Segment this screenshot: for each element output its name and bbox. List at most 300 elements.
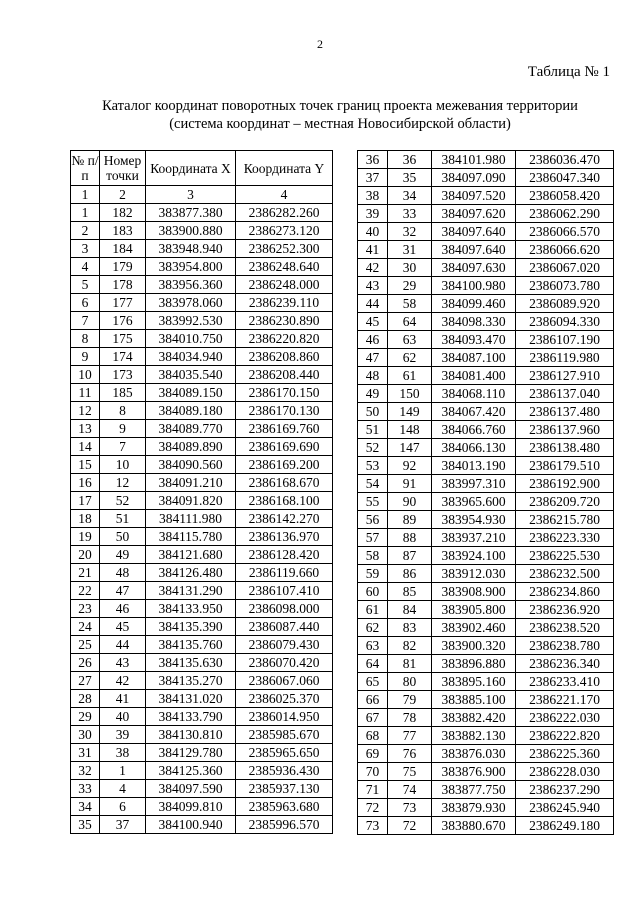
row-number-cell: 4	[71, 258, 100, 276]
coord-x-cell: 384097.590	[146, 780, 236, 798]
point-number-cell: 40	[100, 708, 146, 726]
row-number-cell: 15	[71, 456, 100, 474]
row-number-cell: 43	[358, 277, 388, 295]
row-number-cell: 33	[71, 780, 100, 798]
coord-y-cell: 2386248.000	[236, 276, 333, 294]
coord-x-cell: 383876.900	[432, 763, 516, 781]
coord-y-cell: 2386208.440	[236, 366, 333, 384]
point-number-cell: 150	[388, 385, 432, 403]
coord-y-cell: 2386107.190	[516, 331, 614, 349]
coord-x-cell: 384034.940	[146, 348, 236, 366]
point-number-cell: 177	[100, 294, 146, 312]
coord-y-cell: 2386233.410	[516, 673, 614, 691]
point-number-cell: 45	[100, 618, 146, 636]
row-number-cell: 40	[358, 223, 388, 241]
coord-y-cell: 2386273.120	[236, 222, 333, 240]
row-number-cell: 59	[358, 565, 388, 583]
point-number-cell: 88	[388, 529, 432, 547]
point-number-cell: 78	[388, 709, 432, 727]
coord-x-cell: 384089.890	[146, 438, 236, 456]
coord-y-cell: 2386234.860	[516, 583, 614, 601]
table-row	[358, 673, 614, 691]
coord-y-cell: 2386142.270	[236, 510, 333, 528]
table-row	[358, 169, 614, 187]
coord-x-cell: 384131.020	[146, 690, 236, 708]
table-row	[71, 402, 333, 420]
table-row	[71, 438, 333, 456]
row-number-cell: 57	[358, 529, 388, 547]
row-number-cell: 3	[71, 240, 100, 258]
table-row	[358, 637, 614, 655]
point-number-cell: 176	[100, 312, 146, 330]
coord-x-cell: 384111.980	[146, 510, 236, 528]
point-number-cell: 7	[100, 438, 146, 456]
coord-y-cell: 2386223.330	[516, 529, 614, 547]
row-number-cell: 13	[71, 420, 100, 438]
point-number-cell: 52	[100, 492, 146, 510]
coord-x-cell: 384115.780	[146, 528, 236, 546]
coord-x-cell: 383956.360	[146, 276, 236, 294]
table-row	[71, 582, 333, 600]
table-row	[358, 691, 614, 709]
coord-x-cell: 384013.190	[432, 457, 516, 475]
row-number-cell: 17	[71, 492, 100, 510]
coord-y-cell: 2386230.890	[236, 312, 333, 330]
coord-y-cell: 2386067.020	[516, 259, 614, 277]
coord-x-cell: 383885.100	[432, 691, 516, 709]
table-row	[358, 331, 614, 349]
point-number-cell: 173	[100, 366, 146, 384]
coord-y-cell: 2385996.570	[236, 816, 333, 834]
table-row	[358, 295, 614, 313]
coord-y-cell: 2386087.440	[236, 618, 333, 636]
point-number-cell: 41	[100, 690, 146, 708]
row-number-cell: 56	[358, 511, 388, 529]
coord-y-cell: 2386136.970	[236, 528, 333, 546]
row-number-cell: 1	[71, 204, 100, 222]
header-cell: Координата Y	[236, 151, 333, 186]
row-number-cell: 18	[71, 510, 100, 528]
table-row	[71, 690, 333, 708]
header-number-cell: 3	[146, 186, 236, 204]
point-number-cell: 39	[100, 726, 146, 744]
row-number-cell: 69	[358, 745, 388, 763]
point-number-cell: 37	[100, 816, 146, 834]
row-number-cell: 62	[358, 619, 388, 637]
row-number-cell: 16	[71, 474, 100, 492]
coord-y-cell: 2385936.430	[236, 762, 333, 780]
table-row	[358, 727, 614, 745]
row-number-cell: 5	[71, 276, 100, 294]
coord-x-cell: 384129.780	[146, 744, 236, 762]
coord-y-cell: 2386168.100	[236, 492, 333, 510]
coord-y-cell: 2386094.330	[516, 313, 614, 331]
coord-x-cell: 384091.210	[146, 474, 236, 492]
point-number-cell: 89	[388, 511, 432, 529]
table-row	[358, 403, 614, 421]
row-number-cell: 61	[358, 601, 388, 619]
row-number-cell: 71	[358, 781, 388, 799]
coord-x-cell: 384135.390	[146, 618, 236, 636]
document-title	[40, 97, 640, 133]
coord-x-cell: 384101.980	[432, 151, 516, 169]
coord-y-cell: 2386137.040	[516, 385, 614, 403]
coord-y-cell: 2386168.670	[236, 474, 333, 492]
table-row	[71, 366, 333, 384]
coord-y-cell: 2386282.260	[236, 204, 333, 222]
row-number-cell: 19	[71, 528, 100, 546]
coord-x-cell: 384081.400	[432, 367, 516, 385]
row-number-cell: 41	[358, 241, 388, 259]
table-row	[358, 601, 614, 619]
row-number-cell: 22	[71, 582, 100, 600]
table-row	[71, 312, 333, 330]
table-row	[358, 313, 614, 331]
point-number-cell: 75	[388, 763, 432, 781]
table-row	[358, 511, 614, 529]
row-number-cell: 42	[358, 259, 388, 277]
coord-y-cell: 2386222.030	[516, 709, 614, 727]
point-number-cell: 183	[100, 222, 146, 240]
coord-x-cell: 383912.030	[432, 565, 516, 583]
table-row	[71, 204, 333, 222]
point-number-cell: 77	[388, 727, 432, 745]
coord-x-cell: 384133.950	[146, 600, 236, 618]
coord-x-cell: 384090.560	[146, 456, 236, 474]
coord-x-cell: 384099.460	[432, 295, 516, 313]
table-row	[358, 547, 614, 565]
coord-x-cell: 384131.290	[146, 582, 236, 600]
table-row	[358, 817, 614, 835]
row-number-cell: 32	[71, 762, 100, 780]
point-number-cell: 10	[100, 456, 146, 474]
point-number-cell: 83	[388, 619, 432, 637]
point-number-cell: 76	[388, 745, 432, 763]
coord-y-cell: 2386119.980	[516, 349, 614, 367]
table-row	[358, 493, 614, 511]
table-row	[358, 565, 614, 583]
table-row	[71, 798, 333, 816]
row-number-cell: 28	[71, 690, 100, 708]
coord-x-cell: 384133.790	[146, 708, 236, 726]
row-number-cell: 37	[358, 169, 388, 187]
row-number-cell: 68	[358, 727, 388, 745]
coord-x-cell: 384089.770	[146, 420, 236, 438]
table-row	[358, 385, 614, 403]
coord-x-cell: 383908.900	[432, 583, 516, 601]
row-number-cell: 52	[358, 439, 388, 457]
point-number-cell: 64	[388, 313, 432, 331]
row-number-cell: 27	[71, 672, 100, 690]
point-number-cell: 179	[100, 258, 146, 276]
coord-y-cell: 2386209.720	[516, 493, 614, 511]
coordinates-table-left	[70, 150, 333, 834]
title-line-2: (система координат – местная Новосибирской области)	[169, 116, 511, 132]
coord-y-cell: 2386237.290	[516, 781, 614, 799]
coord-x-cell: 383900.320	[432, 637, 516, 655]
row-number-cell: 44	[358, 295, 388, 313]
row-number-cell: 66	[358, 691, 388, 709]
table-row	[71, 294, 333, 312]
row-number-cell: 64	[358, 655, 388, 673]
coord-y-cell: 2386170.150	[236, 384, 333, 402]
point-number-cell: 80	[388, 673, 432, 691]
coord-y-cell: 2386238.520	[516, 619, 614, 637]
coord-y-cell: 2385985.670	[236, 726, 333, 744]
coord-x-cell: 383948.940	[146, 240, 236, 258]
coord-x-cell: 384068.110	[432, 385, 516, 403]
coord-y-cell: 2386169.760	[236, 420, 333, 438]
coord-x-cell: 383876.030	[432, 745, 516, 763]
point-number-cell: 63	[388, 331, 432, 349]
point-number-cell: 9	[100, 420, 146, 438]
coord-y-cell: 2386066.570	[516, 223, 614, 241]
point-number-cell: 30	[388, 259, 432, 277]
point-number-cell: 175	[100, 330, 146, 348]
coord-x-cell: 384097.620	[432, 205, 516, 223]
row-number-cell: 63	[358, 637, 388, 655]
point-number-cell: 44	[100, 636, 146, 654]
coord-x-cell: 384135.630	[146, 654, 236, 672]
table-row	[71, 600, 333, 618]
coord-x-cell: 384100.940	[146, 816, 236, 834]
table-row	[71, 816, 333, 834]
coord-x-cell: 383924.100	[432, 547, 516, 565]
row-number-cell: 10	[71, 366, 100, 384]
row-number-cell: 53	[358, 457, 388, 475]
coord-x-cell: 384100.980	[432, 277, 516, 295]
coord-y-cell: 2386137.480	[516, 403, 614, 421]
point-number-cell: 38	[100, 744, 146, 762]
table-row	[358, 421, 614, 439]
coord-y-cell: 2385965.650	[236, 744, 333, 762]
row-number-cell: 73	[358, 817, 388, 835]
row-number-cell: 45	[358, 313, 388, 331]
point-number-cell: 35	[388, 169, 432, 187]
table-row	[71, 708, 333, 726]
header-number-row	[71, 186, 333, 204]
table-row	[358, 241, 614, 259]
coord-x-cell: 384125.360	[146, 762, 236, 780]
row-number-cell: 36	[358, 151, 388, 169]
page-number: 2	[317, 37, 323, 51]
point-number-cell: 73	[388, 799, 432, 817]
coord-y-cell: 2386098.000	[236, 600, 333, 618]
row-number-cell: 9	[71, 348, 100, 366]
table-row	[71, 618, 333, 636]
table-row	[71, 258, 333, 276]
table-row	[71, 384, 333, 402]
table-row	[71, 672, 333, 690]
title-line-1: Каталог координат поворотных точек границ проекта межевания территории	[102, 98, 578, 114]
coord-x-cell: 384089.180	[146, 402, 236, 420]
coord-x-cell: 383879.930	[432, 799, 516, 817]
coord-x-cell: 383954.930	[432, 511, 516, 529]
coord-x-cell: 384010.750	[146, 330, 236, 348]
table-row	[358, 349, 614, 367]
table-row	[358, 763, 614, 781]
coord-y-cell: 2386232.500	[516, 565, 614, 583]
point-number-cell: 47	[100, 582, 146, 600]
coord-x-cell: 384099.810	[146, 798, 236, 816]
coord-x-cell: 384066.760	[432, 421, 516, 439]
coord-y-cell: 2386066.620	[516, 241, 614, 259]
row-number-cell: 14	[71, 438, 100, 456]
row-number-cell: 48	[358, 367, 388, 385]
table-row	[71, 636, 333, 654]
point-number-cell: 6	[100, 798, 146, 816]
coord-y-cell: 2386067.060	[236, 672, 333, 690]
point-number-cell: 58	[388, 295, 432, 313]
point-number-cell: 185	[100, 384, 146, 402]
coord-y-cell: 2386036.470	[516, 151, 614, 169]
point-number-cell: 8	[100, 402, 146, 420]
coord-x-cell: 383880.670	[432, 817, 516, 835]
coord-x-cell: 384135.270	[146, 672, 236, 690]
table-row	[71, 492, 333, 510]
point-number-cell: 31	[388, 241, 432, 259]
coord-y-cell: 2385963.680	[236, 798, 333, 816]
table-row	[71, 780, 333, 798]
header-cell: Координата X	[146, 151, 236, 186]
header-number-cell: 2	[100, 186, 146, 204]
row-number-cell: 60	[358, 583, 388, 601]
coord-y-cell: 2386192.900	[516, 475, 614, 493]
point-number-cell: 87	[388, 547, 432, 565]
coord-y-cell: 2386215.780	[516, 511, 614, 529]
coord-y-cell: 2386228.030	[516, 763, 614, 781]
row-number-cell: 39	[358, 205, 388, 223]
row-number-cell: 11	[71, 384, 100, 402]
coord-y-cell: 2386128.420	[236, 546, 333, 564]
table-row	[71, 222, 333, 240]
coord-y-cell: 2385937.130	[236, 780, 333, 798]
table-row	[358, 655, 614, 673]
table-row	[358, 367, 614, 385]
point-number-cell: 12	[100, 474, 146, 492]
coord-x-cell: 383896.880	[432, 655, 516, 673]
point-number-cell: 42	[100, 672, 146, 690]
row-number-cell: 47	[358, 349, 388, 367]
header-number-cell: 1	[71, 186, 100, 204]
point-number-cell: 49	[100, 546, 146, 564]
point-number-cell: 51	[100, 510, 146, 528]
coord-x-cell: 383895.160	[432, 673, 516, 691]
coord-x-cell: 384087.100	[432, 349, 516, 367]
coord-x-cell: 383877.750	[432, 781, 516, 799]
table-row	[358, 619, 614, 637]
table-row	[71, 528, 333, 546]
point-number-cell: 91	[388, 475, 432, 493]
coord-y-cell: 2386014.950	[236, 708, 333, 726]
table-row	[358, 529, 614, 547]
point-number-cell: 62	[388, 349, 432, 367]
coord-x-cell: 384130.810	[146, 726, 236, 744]
coord-y-cell: 2386107.410	[236, 582, 333, 600]
point-number-cell: 184	[100, 240, 146, 258]
point-number-cell: 178	[100, 276, 146, 294]
coord-x-cell: 383900.880	[146, 222, 236, 240]
coord-x-cell: 384067.420	[432, 403, 516, 421]
coord-y-cell: 2386058.420	[516, 187, 614, 205]
table-row	[358, 475, 614, 493]
row-number-cell: 54	[358, 475, 388, 493]
table-row	[358, 223, 614, 241]
row-number-cell: 26	[71, 654, 100, 672]
header-cell: № п/п	[71, 151, 100, 186]
point-number-cell: 1	[100, 762, 146, 780]
point-number-cell: 82	[388, 637, 432, 655]
coord-y-cell: 2386252.300	[236, 240, 333, 258]
header-cell: Номер точки	[100, 151, 146, 186]
row-number-cell: 50	[358, 403, 388, 421]
coord-y-cell: 2386169.690	[236, 438, 333, 456]
point-number-cell: 86	[388, 565, 432, 583]
table-row	[71, 348, 333, 366]
coord-x-cell: 383937.210	[432, 529, 516, 547]
coord-y-cell: 2386089.920	[516, 295, 614, 313]
row-number-cell: 6	[71, 294, 100, 312]
table-row	[71, 744, 333, 762]
point-number-cell: 84	[388, 601, 432, 619]
coord-x-cell: 384097.640	[432, 241, 516, 259]
point-number-cell: 34	[388, 187, 432, 205]
coord-y-cell: 2386225.360	[516, 745, 614, 763]
coord-x-cell: 384097.640	[432, 223, 516, 241]
row-number-cell: 30	[71, 726, 100, 744]
coord-x-cell: 384126.480	[146, 564, 236, 582]
coord-y-cell: 2386221.170	[516, 691, 614, 709]
coord-x-cell: 383902.460	[432, 619, 516, 637]
table-row	[358, 745, 614, 763]
point-number-cell: 81	[388, 655, 432, 673]
table-row	[358, 187, 614, 205]
table-row	[358, 205, 614, 223]
row-number-cell: 51	[358, 421, 388, 439]
point-number-cell: 50	[100, 528, 146, 546]
row-number-cell: 72	[358, 799, 388, 817]
coord-y-cell: 2386169.200	[236, 456, 333, 474]
table-row	[358, 709, 614, 727]
coord-y-cell: 2386238.780	[516, 637, 614, 655]
point-number-cell: 92	[388, 457, 432, 475]
point-number-cell: 36	[388, 151, 432, 169]
coord-y-cell: 2386220.820	[236, 330, 333, 348]
coord-y-cell: 2386245.940	[516, 799, 614, 817]
row-number-cell: 7	[71, 312, 100, 330]
coord-y-cell: 2386249.180	[516, 817, 614, 835]
coord-x-cell: 384091.820	[146, 492, 236, 510]
coord-x-cell: 384097.520	[432, 187, 516, 205]
point-number-cell: 148	[388, 421, 432, 439]
coord-y-cell: 2386222.820	[516, 727, 614, 745]
point-number-cell: 48	[100, 564, 146, 582]
coord-y-cell: 2386138.480	[516, 439, 614, 457]
row-number-cell: 34	[71, 798, 100, 816]
coord-x-cell: 383954.800	[146, 258, 236, 276]
table-label: Таблица № 1	[527, 64, 610, 80]
coord-x-cell: 383877.380	[146, 204, 236, 222]
table-row	[71, 456, 333, 474]
table-row	[71, 240, 333, 258]
coord-y-cell: 2386025.370	[236, 690, 333, 708]
row-number-cell: 70	[358, 763, 388, 781]
table-row	[71, 510, 333, 528]
row-number-cell: 8	[71, 330, 100, 348]
coord-x-cell: 383882.420	[432, 709, 516, 727]
coord-x-cell: 383992.530	[146, 312, 236, 330]
coord-y-cell: 2386127.910	[516, 367, 614, 385]
